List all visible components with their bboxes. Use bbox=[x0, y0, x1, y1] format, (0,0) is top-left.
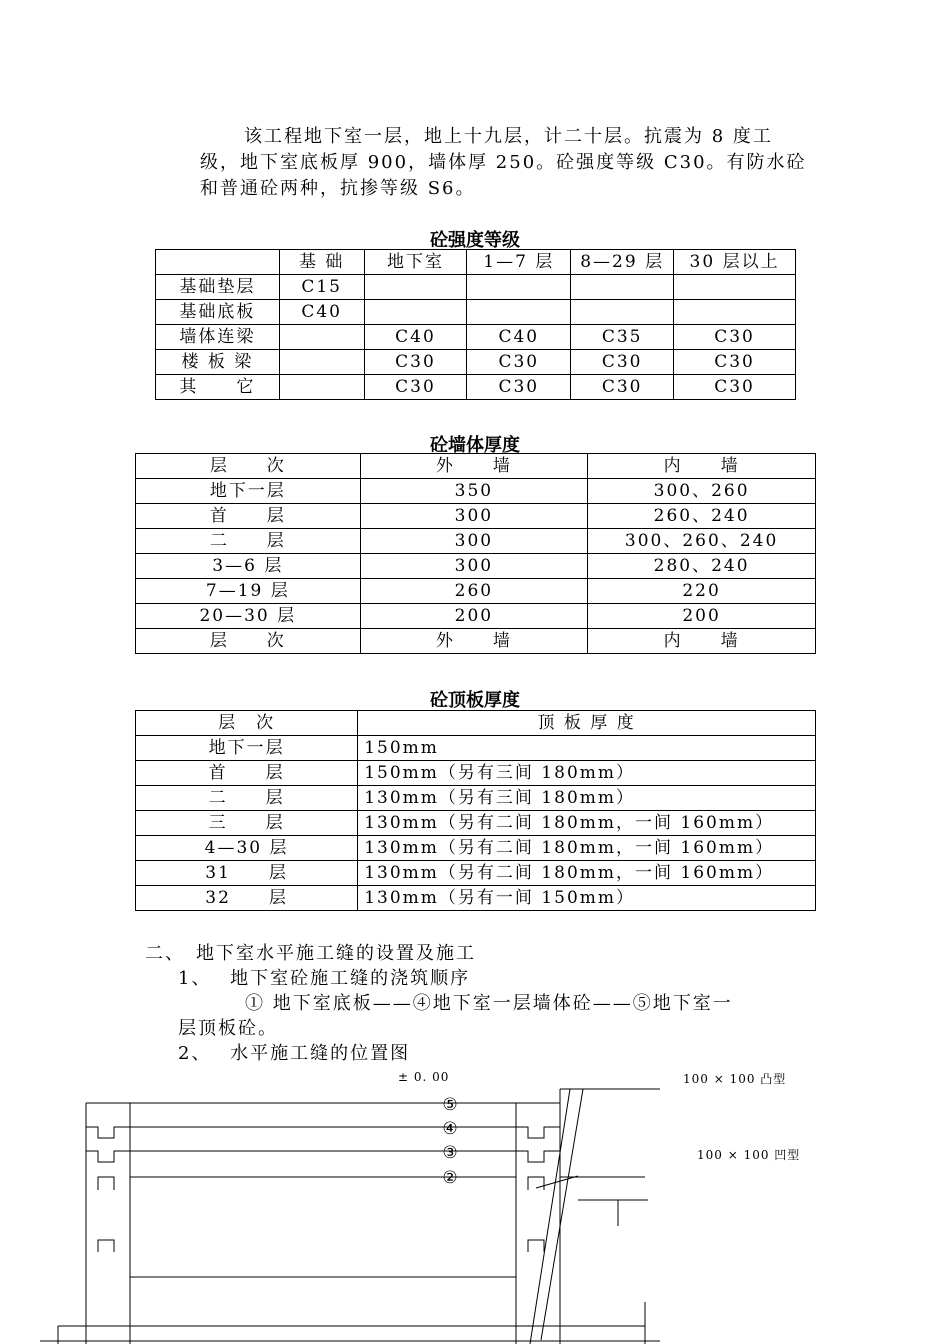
table-cell: 3—6 层 bbox=[136, 554, 361, 579]
table1-title: 砼强度等级 bbox=[430, 230, 520, 251]
header-cell: 内 墙 bbox=[588, 454, 816, 479]
table-cell: C40 bbox=[364, 325, 467, 350]
item1-body-line2: 层顶板砼。 bbox=[178, 1018, 278, 1039]
table-cell: 220 bbox=[588, 579, 816, 604]
table-cell: 基础底板 bbox=[156, 300, 280, 325]
table-cell: 地下一层 bbox=[136, 736, 358, 761]
pour-order-marker: ③ bbox=[442, 1143, 458, 1163]
table-cell: 基础垫层 bbox=[156, 275, 280, 300]
elevation-label: ± 0. 00 bbox=[398, 1070, 450, 1084]
pour-order-marker: ④ bbox=[442, 1119, 458, 1139]
table-cell: C30 bbox=[467, 350, 571, 375]
table-cell: 4—30 层 bbox=[136, 836, 358, 861]
header-cell: 30 层以上 bbox=[674, 250, 796, 275]
table-cell: 三 层 bbox=[136, 811, 358, 836]
table-cell: 层 次 bbox=[136, 629, 361, 654]
concave-joint-label: 100 × 100 凹型 bbox=[697, 1148, 801, 1162]
table-cell: 地下一层 bbox=[136, 479, 361, 504]
table-cell: 150mm bbox=[358, 736, 816, 761]
table-cell: 350 bbox=[360, 479, 588, 504]
table-cell: C30 bbox=[364, 350, 467, 375]
item2-heading: 2、 水平施工缝的位置图 bbox=[178, 1043, 411, 1064]
table-cell: 200 bbox=[588, 604, 816, 629]
table-cell: 130mm（另有二间 180mm，一间 160mm） bbox=[358, 861, 816, 886]
table-cell: C15 bbox=[279, 275, 364, 300]
table-cell: 130mm（另有一间 150mm） bbox=[358, 886, 816, 911]
table-cell: 楼 板 梁 bbox=[156, 350, 280, 375]
table-cell: C30 bbox=[364, 375, 467, 400]
table-cell: 外 墙 bbox=[360, 629, 588, 654]
header-cell: 8—29 层 bbox=[571, 250, 674, 275]
header-cell: 层 次 bbox=[136, 454, 361, 479]
table-cell: C40 bbox=[467, 325, 571, 350]
header-cell: 地下室 bbox=[364, 250, 467, 275]
table-cell: 二 层 bbox=[136, 786, 358, 811]
table-cell: C30 bbox=[571, 350, 674, 375]
pour-order-marker: ⑤ bbox=[442, 1095, 458, 1115]
table-cell: C40 bbox=[279, 300, 364, 325]
table-cell: 31 层 bbox=[136, 861, 358, 886]
table-cell: 300 bbox=[360, 529, 588, 554]
table-cell: C30 bbox=[467, 375, 571, 400]
table-cell: 300 bbox=[360, 504, 588, 529]
table-cell: C30 bbox=[674, 325, 796, 350]
table-cell: 首 层 bbox=[136, 761, 358, 786]
table-cell: 130mm（另有三间 180mm） bbox=[358, 786, 816, 811]
header-cell: 顶 板 厚 度 bbox=[358, 711, 816, 736]
intro-paragraph: 该工程地下室一层，地上十九层，计二十层。抗震为 8 度工级，地下室底板厚 900，墙体厚 250。砼强度等级 C30。有防水砼和普通砼两种，抗掺等级 S6。 bbox=[200, 126, 807, 199]
table-cell: C30 bbox=[674, 350, 796, 375]
table-cell: 内 墙 bbox=[588, 629, 816, 654]
table-cell: 260 bbox=[360, 579, 588, 604]
table-cell: 260、240 bbox=[588, 504, 816, 529]
table3-title: 砼顶板厚度 bbox=[430, 690, 520, 711]
header-cell: 层 次 bbox=[136, 711, 358, 736]
table-cell: 7—19 层 bbox=[136, 579, 361, 604]
table-cell: 32 层 bbox=[136, 886, 358, 911]
convex-joint-label: 100 × 100 凸型 bbox=[683, 1072, 787, 1086]
table-cell: 130mm（另有二间 180mm，一间 160mm） bbox=[358, 836, 816, 861]
table-cell: 300、260 bbox=[588, 479, 816, 504]
table-cell: 280、240 bbox=[588, 554, 816, 579]
table-cell: 20—30 层 bbox=[136, 604, 361, 629]
header-cell: 外 墙 bbox=[360, 454, 588, 479]
table-cell: 300 bbox=[360, 554, 588, 579]
section-heading: 二、 地下室水平施工缝的设置及施工 bbox=[145, 943, 476, 964]
pour-order-marker: ② bbox=[442, 1168, 458, 1188]
table-cell: C35 bbox=[571, 325, 674, 350]
table-cell: 130mm（另有二间 180mm，一间 160mm） bbox=[358, 811, 816, 836]
item1-heading: 1、 地下室砼施工缝的浇筑顺序 bbox=[178, 968, 471, 989]
table-cell: C30 bbox=[674, 375, 796, 400]
table-cell: 二 层 bbox=[136, 529, 361, 554]
table-cell: C30 bbox=[571, 375, 674, 400]
table-cell: 首 层 bbox=[136, 504, 361, 529]
table-cell: 墙体连梁 bbox=[156, 325, 280, 350]
table-cell: 200 bbox=[360, 604, 588, 629]
item1-body-line1: ① 地下室底板——④地下室一层墙体砼——⑤地下室一 bbox=[245, 993, 733, 1014]
header-cell: 基 础 bbox=[279, 250, 364, 275]
table-cell: 其 它 bbox=[156, 375, 280, 400]
table-cell: 150mm（另有三间 180mm） bbox=[358, 761, 816, 786]
table-cell: 300、260、240 bbox=[588, 529, 816, 554]
header-cell: 1—7 层 bbox=[467, 250, 571, 275]
table2-title: 砼墙体厚度 bbox=[430, 435, 520, 456]
